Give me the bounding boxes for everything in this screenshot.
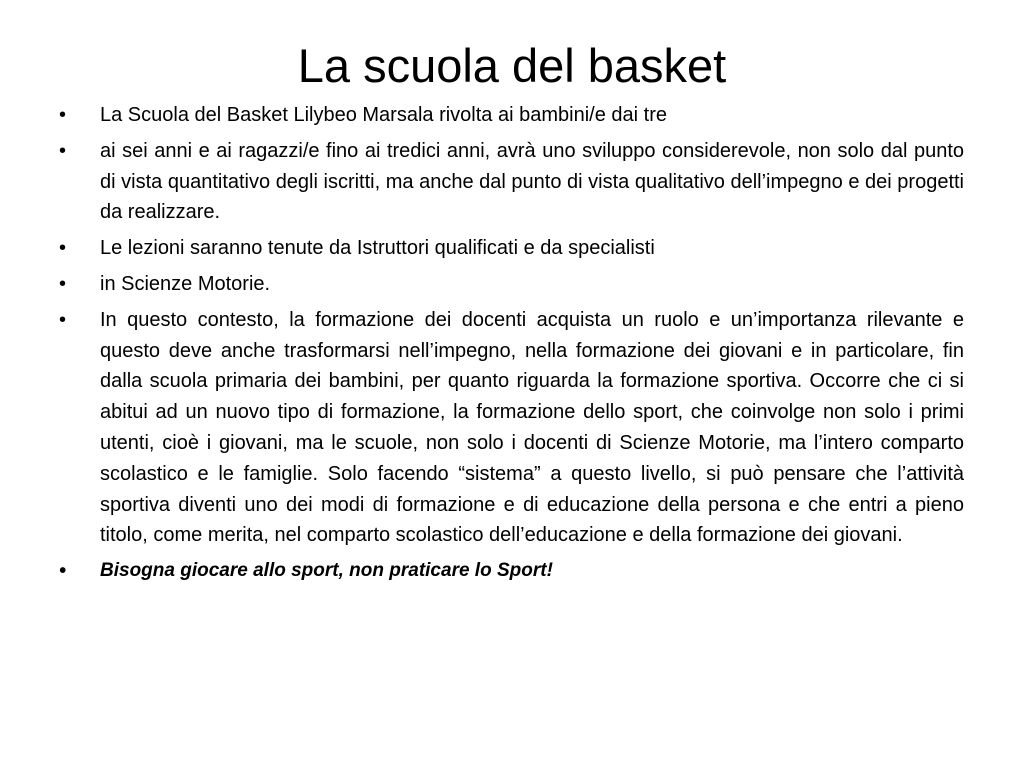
slide-title: La scuola del basket xyxy=(297,39,727,92)
bullet-list xyxy=(100,100,964,592)
bullet-item: • Le lezioni saranno tenute da Istruttori qualificati e da specialisti xyxy=(100,233,964,264)
bullet-item: • ai sei anni e ai ragazzi/e fino ai tredici anni, avrà uno sviluppo considerevole, non solo dal punto di vista quantitativo degli iscritti, ma anche dal punto di vista qualitativo dell’impegno e dei progetti da realizzare. xyxy=(100,136,964,228)
bullet-item: • in Scienze Motorie. xyxy=(100,269,964,300)
bullet-item-emphasis: • Bisogna giocare allo sport, non praticare lo Sport! xyxy=(100,556,964,587)
bullet-item: • La Scuola del Basket Lilybeo Marsala rivolta ai bambini/e dai tre xyxy=(100,100,964,131)
bullet-item: • In questo contesto, la formazione dei docenti acquista un ruolo e un’importanza rilevante e questo deve anche trasformarsi nell’impegno, nella formazione dei giovani e in particolare, fin dalla scuola primaria dei bambini, per quanto riguarda la formazione sportiva. Occorre che ci si abitui ad un nuovo tipo di formazione, la formazione dello sport, che coinvolge non solo i primi utenti, cioè i giovani, ma le scuole, non solo i docenti di Scienze Motorie, ma l’intero comparto scolastico e le famiglie. Solo facendo “sistema” a questo livello, si può pensare che l’attività sportiva diventi uno dei modi di formazione e di educazione della persona e che entri a pieno titolo, come merita, nel comparto scolastico dell’educazione e della formazione dei giovani. xyxy=(100,305,964,551)
